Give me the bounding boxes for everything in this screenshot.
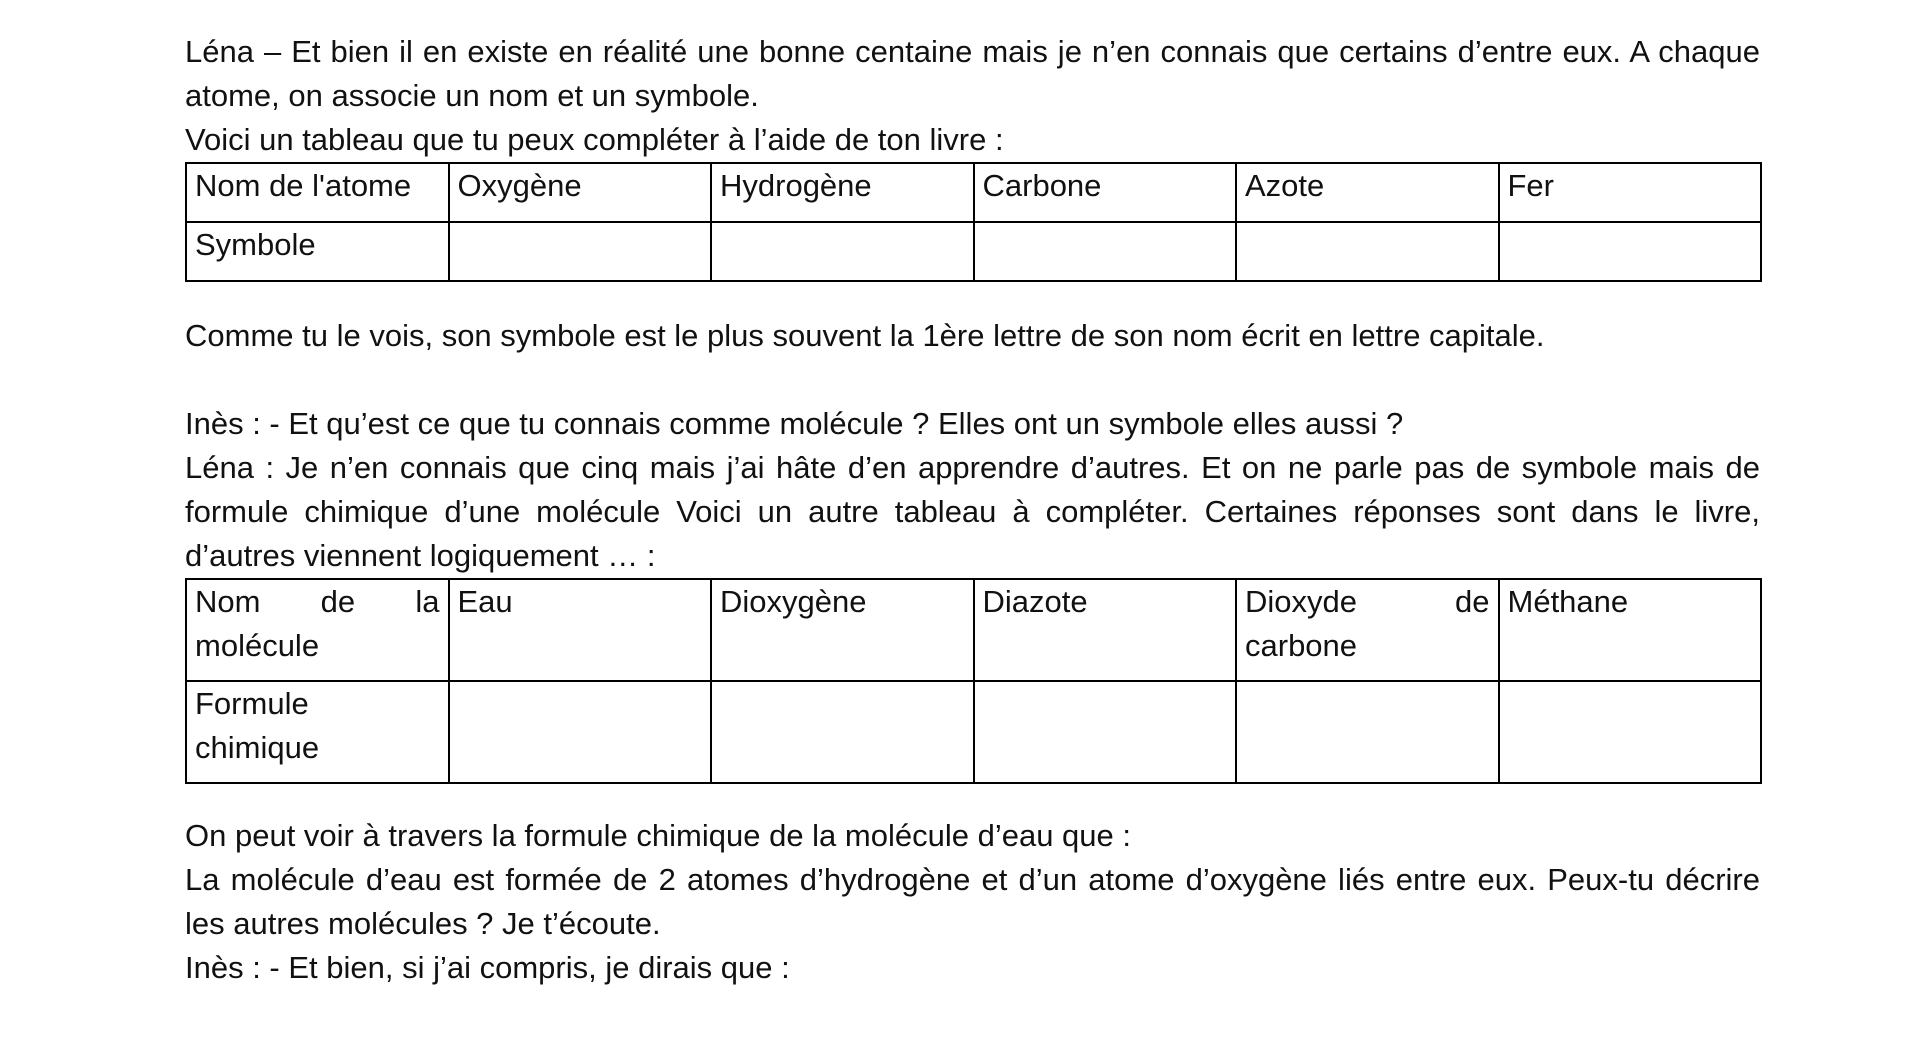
- molecules-cell-carbon-dioxide: [1236, 579, 1499, 681]
- atoms-table-header-row: [186, 163, 1761, 222]
- atoms-cell-nitrogen: Azote: [1236, 163, 1499, 222]
- carbon-dioxide-line2: carbone: [1245, 628, 1358, 663]
- molecules-cell-formula-blank[interactable]: [449, 681, 712, 783]
- atoms-table-symbol-row: [186, 222, 1761, 281]
- atoms-cell-symbol-label: Symbole: [186, 222, 449, 281]
- paragraph-ines-reply: Inès : - Et bien, si j’ai compris, je dirais que :: [185, 950, 790, 985]
- carbon-dioxide-line1: Dioxyde de: [1245, 584, 1490, 619]
- molecules-label-line1: Nom de la: [195, 584, 440, 619]
- atoms-cell-label: Nom de l'atome: [186, 163, 449, 222]
- atoms-cell-oxygen: Oxygène: [449, 163, 712, 222]
- atoms-cell-hydrogen: Hydrogène: [711, 163, 974, 222]
- atoms-cell-symbol-blank[interactable]: [711, 222, 974, 281]
- paragraph-lena-answer: Léna : Je n’en connais que cinq mais j’ai hâte d’en apprendre d’autres. Et on ne parle pas de symbole mais de formule chimique d’une molécule Voici un autre tableau à compléter. Certaines réponses sont dans le livre, d’autres viennent logiquement … :: [185, 450, 1760, 573]
- molecules-cell-dioxygen: Dioxygène: [711, 579, 974, 681]
- spacer: [185, 358, 1760, 402]
- molecules-label-line2: molécule: [195, 628, 320, 663]
- molecules-cell-formula-blank[interactable]: [974, 681, 1237, 783]
- molecules-cell-formula-blank[interactable]: [1236, 681, 1499, 783]
- molecules-cell-formula-label: [186, 681, 449, 783]
- atoms-cell-symbol-blank[interactable]: [1236, 222, 1499, 281]
- atoms-cell-iron: Fer: [1499, 163, 1762, 222]
- paragraph-symbol-note: Comme tu le vois, son symbole est le plus souvent la 1ère lettre de son nom écrit en lettre capitale.: [185, 318, 1545, 353]
- molecules-table-formula-row: [186, 681, 1761, 783]
- paragraph-lena-intro: Léna – Et bien il en existe en réalité une bonne centaine mais je n’en connais que certains d’entre eux. A chaque atome, on associe un nom et un symbole.: [185, 34, 1760, 113]
- molecules-table-header-row: [186, 579, 1761, 681]
- molecules-cell-formula-blank[interactable]: [711, 681, 974, 783]
- molecules-cell-water: Eau: [449, 579, 712, 681]
- atoms-cell-symbol-blank[interactable]: [449, 222, 712, 281]
- document-body: [185, 30, 1760, 990]
- molecules-cell-dinitrogen: Diazote: [974, 579, 1237, 681]
- paragraph-ines-question: Inès : - Et qu’est ce que tu connais comme molécule ? Elles ont un symbole elles aussi ?: [185, 406, 1404, 441]
- molecules-table: [185, 578, 1762, 784]
- molecules-cell-formula-blank[interactable]: [1499, 681, 1762, 783]
- atoms-cell-symbol-blank[interactable]: [1499, 222, 1762, 281]
- paragraph-water-description: La molécule d’eau est formée de 2 atomes d’hydrogène et d’un atome d’oxygène liés entre eux. Peux-tu décrire les autres molécules ? Je t’écoute.: [185, 862, 1760, 941]
- paragraph-table-intro: Voici un tableau que tu peux compléter à l’aide de ton livre :: [185, 122, 1004, 157]
- paragraph-water-intro: On peut voir à travers la formule chimique de la molécule d’eau que :: [185, 818, 1131, 853]
- atoms-table: [185, 162, 1762, 282]
- molecules-cell-label: [186, 579, 449, 681]
- formula-label-line2: chimique: [195, 730, 320, 765]
- molecules-cell-methane: Méthane: [1499, 579, 1762, 681]
- atoms-cell-carbon: Carbone: [974, 163, 1237, 222]
- atoms-cell-symbol-blank[interactable]: [974, 222, 1237, 281]
- formula-label-line1: Formule: [195, 686, 309, 721]
